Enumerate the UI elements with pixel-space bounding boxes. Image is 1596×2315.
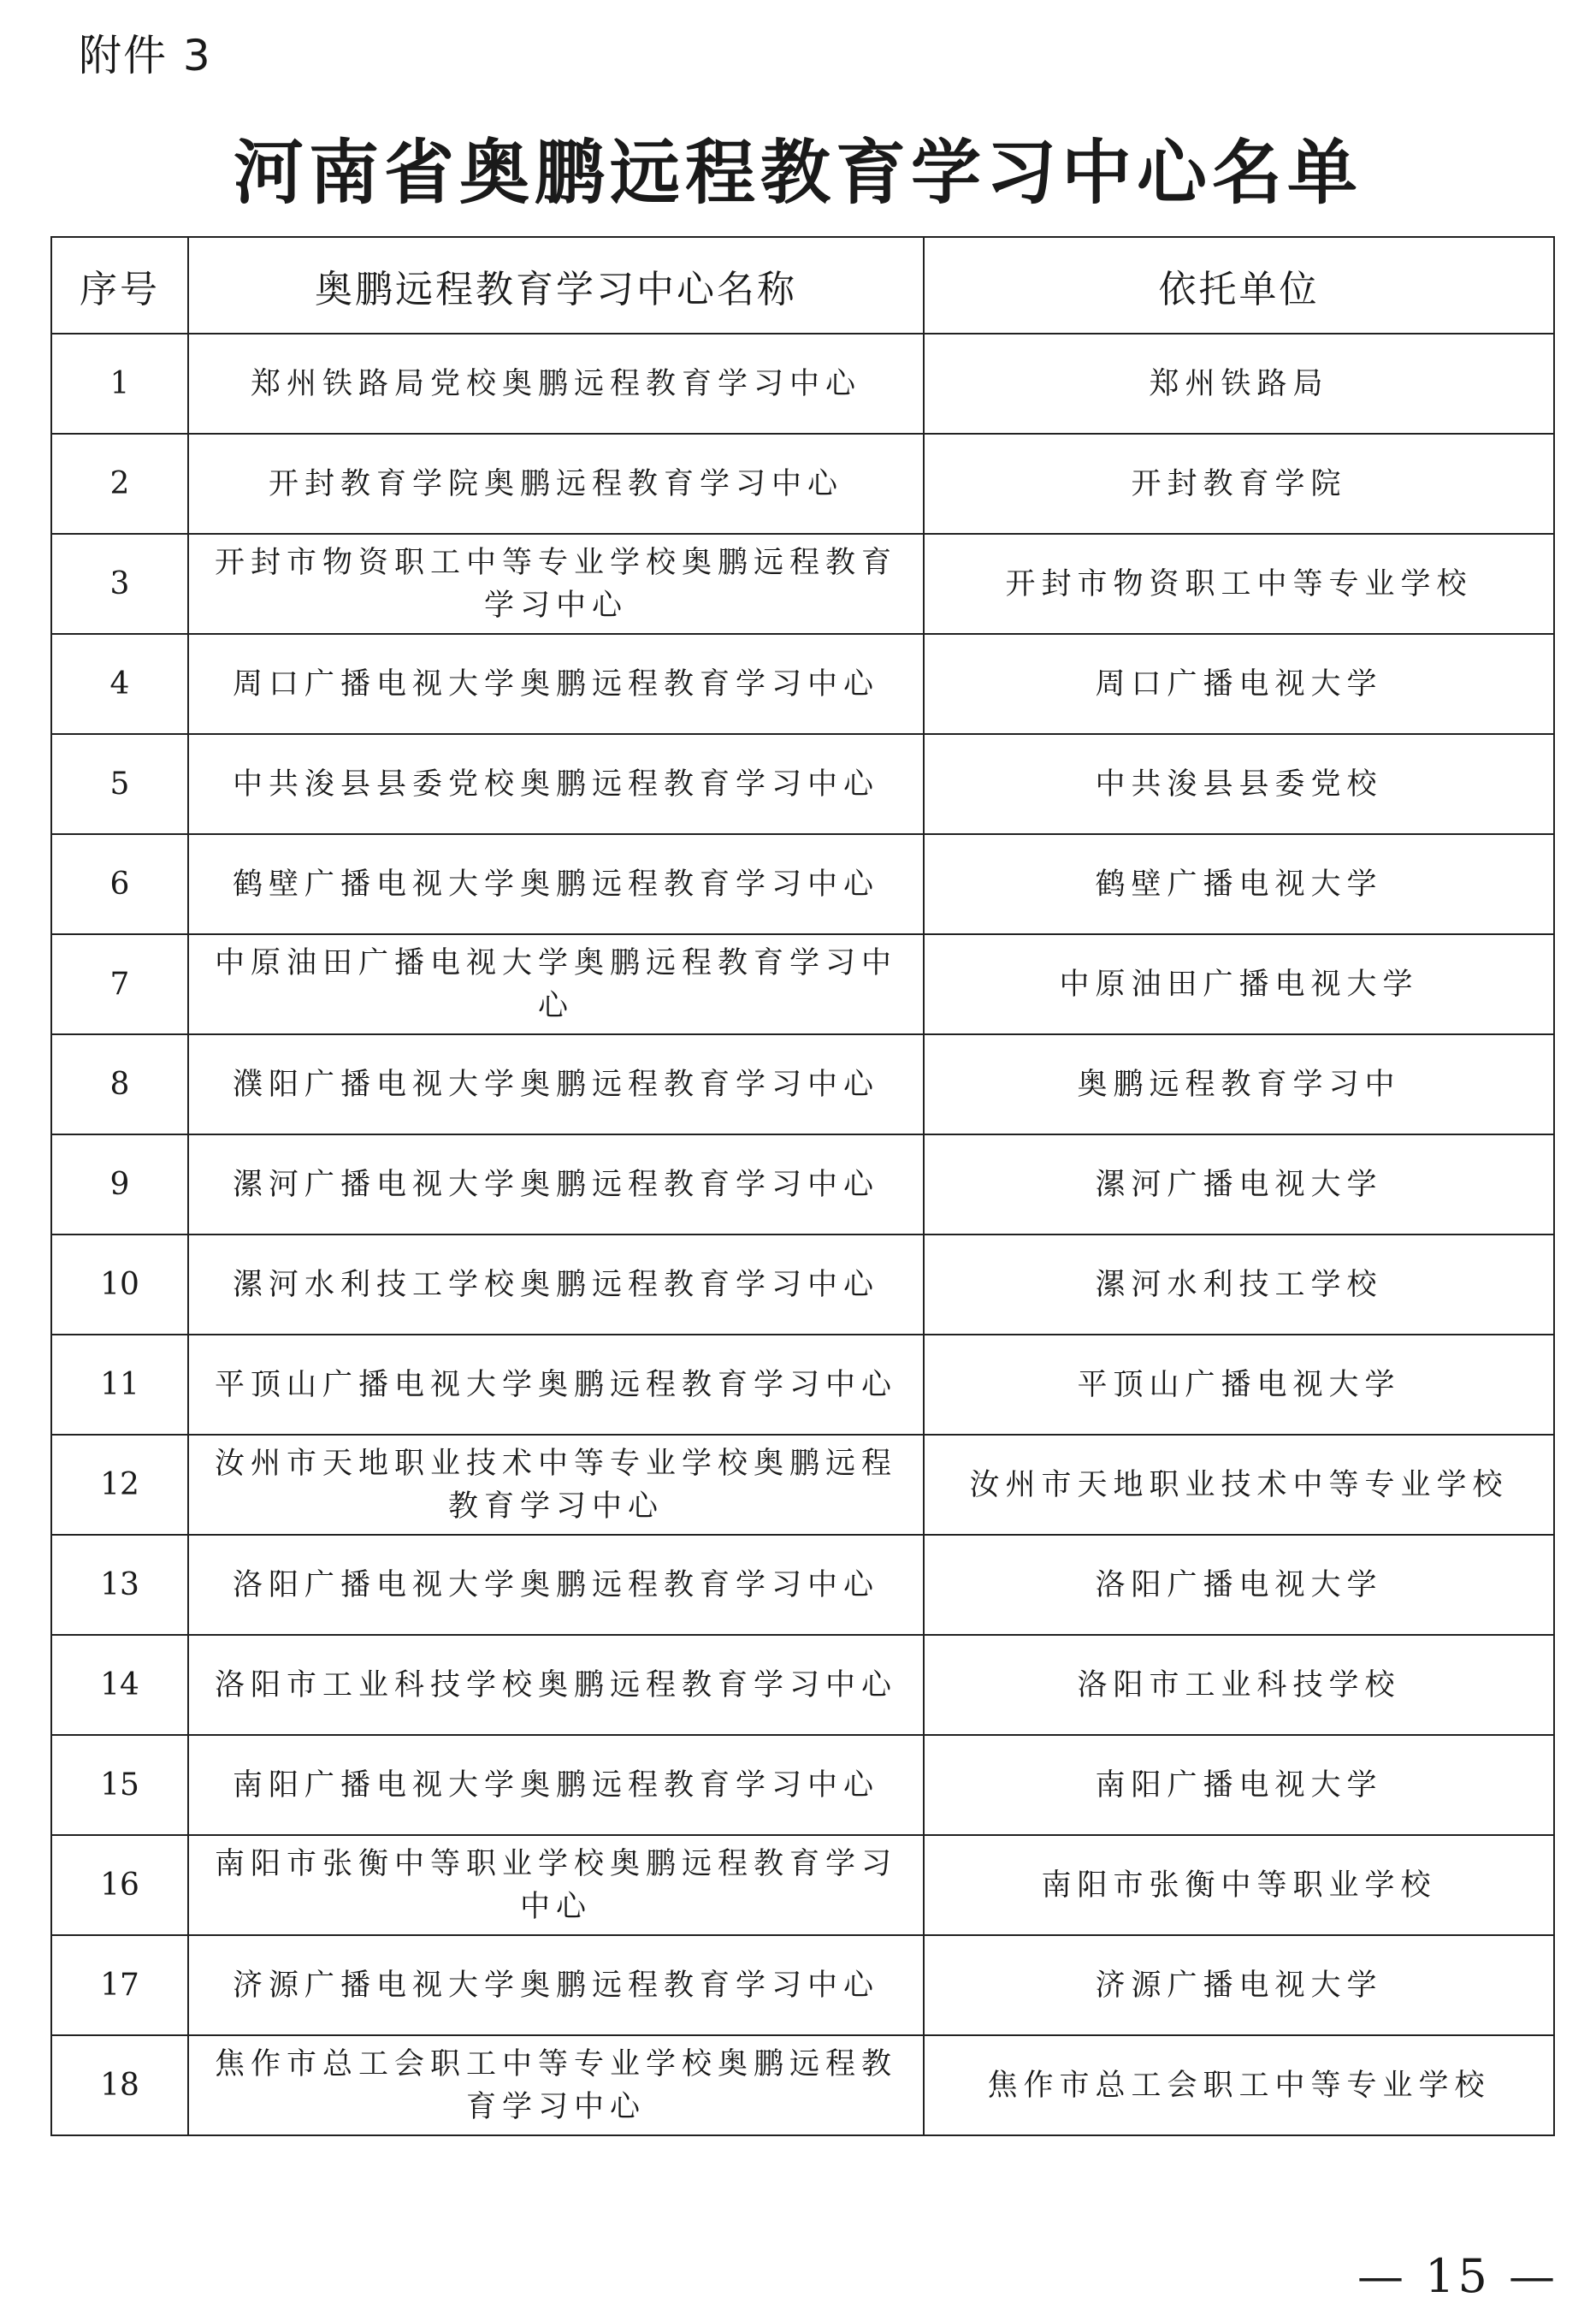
- center-name-cell: 洛阳市工业科技学校奥鹏远程教育学习中心: [188, 1635, 924, 1735]
- center-name-cell: 焦作市总工会职工中等专业学校奥鹏远程教育学习中心: [188, 2035, 924, 2135]
- header-host-unit: 依托单位: [924, 237, 1554, 334]
- table-row: [51, 434, 1554, 534]
- serial-number-cell: 8: [51, 1034, 188, 1134]
- document-title: 河南省奥鹏远程教育学习中心名单: [233, 133, 1363, 214]
- attachment-label: 附件 3: [79, 31, 212, 80]
- serial-number-cell: 14: [51, 1635, 188, 1735]
- table-row: [51, 534, 1554, 634]
- serial-number-cell: 10: [51, 1234, 188, 1335]
- serial-number-cell: 4: [51, 634, 188, 734]
- center-name-cell: 汝州市天地职业技术中等专业学校奥鹏远程教育学习中心: [188, 1435, 924, 1535]
- serial-number-cell: 2: [51, 434, 188, 534]
- host-unit-cell: 济源广播电视大学: [924, 1935, 1554, 2035]
- host-unit-cell: 南阳市张衡中等职业学校: [924, 1835, 1554, 1935]
- header-center-name: 奥鹏远程教育学习中心名称: [188, 237, 924, 334]
- table-body: [51, 334, 1554, 2135]
- center-name-cell: 濮阳广播电视大学奥鹏远程教育学习中心: [188, 1034, 924, 1134]
- host-unit-cell: 平顶山广播电视大学: [924, 1335, 1554, 1435]
- center-name-cell: 南阳市张衡中等职业学校奥鹏远程教育学习中心: [188, 1835, 924, 1935]
- center-name-cell: 开封教育学院奥鹏远程教育学习中心: [188, 434, 924, 534]
- host-unit-cell: 南阳广播电视大学: [924, 1735, 1554, 1835]
- table-row: [51, 1535, 1554, 1635]
- center-name-cell: 周口广播电视大学奥鹏远程教育学习中心: [188, 634, 924, 734]
- table-row: [51, 1134, 1554, 1234]
- serial-number-cell: 18: [51, 2035, 188, 2135]
- host-unit-cell: 开封教育学院: [924, 434, 1554, 534]
- serial-number-cell: 3: [51, 534, 188, 634]
- table-row: [51, 1835, 1554, 1935]
- center-name-cell: 郑州铁路局党校奥鹏远程教育学习中心: [188, 334, 924, 434]
- table-row: [51, 1735, 1554, 1835]
- host-unit-cell: 奥鹏远程教育学习中: [924, 1034, 1554, 1134]
- serial-number-cell: 7: [51, 934, 188, 1034]
- serial-number-cell: 15: [51, 1735, 188, 1835]
- host-unit-cell: 中共浚县县委党校: [924, 734, 1554, 834]
- table-row: [51, 1335, 1554, 1435]
- table-row: [51, 1435, 1554, 1535]
- center-name-cell: 中原油田广播电视大学奥鹏远程教育学习中心: [188, 934, 924, 1034]
- table-row: [51, 1034, 1554, 1134]
- table-row: [51, 334, 1554, 434]
- page-number: — 15 —: [1357, 2249, 1558, 2303]
- host-unit-cell: 焦作市总工会职工中等专业学校: [924, 2035, 1554, 2135]
- table-row: [51, 834, 1554, 934]
- host-unit-cell: 中原油田广播电视大学: [924, 934, 1554, 1034]
- table-row: [51, 1935, 1554, 2035]
- center-name-cell: 漯河广播电视大学奥鹏远程教育学习中心: [188, 1134, 924, 1234]
- header-serial-number: 序号: [51, 237, 188, 334]
- center-name-cell: 平顶山广播电视大学奥鹏远程教育学习中心: [188, 1335, 924, 1435]
- center-name-cell: 洛阳广播电视大学奥鹏远程教育学习中心: [188, 1535, 924, 1635]
- serial-number-cell: 1: [51, 334, 188, 434]
- host-unit-cell: 漯河广播电视大学: [924, 1134, 1554, 1234]
- learning-center-table: [50, 236, 1555, 2136]
- host-unit-cell: 洛阳广播电视大学: [924, 1535, 1554, 1635]
- center-name-cell: 中共浚县县委党校奥鹏远程教育学习中心: [188, 734, 924, 834]
- serial-number-cell: 17: [51, 1935, 188, 2035]
- host-unit-cell: 鹤壁广播电视大学: [924, 834, 1554, 934]
- host-unit-cell: 洛阳市工业科技学校: [924, 1635, 1554, 1735]
- serial-number-cell: 12: [51, 1435, 188, 1535]
- serial-number-cell: 13: [51, 1535, 188, 1635]
- table-row: [51, 734, 1554, 834]
- host-unit-cell: 开封市物资职工中等专业学校: [924, 534, 1554, 634]
- center-name-cell: 鹤壁广播电视大学奥鹏远程教育学习中心: [188, 834, 924, 934]
- table-row: [51, 1635, 1554, 1735]
- serial-number-cell: 9: [51, 1134, 188, 1234]
- host-unit-cell: 漯河水利技工学校: [924, 1234, 1554, 1335]
- center-name-cell: 开封市物资职工中等专业学校奥鹏远程教育学习中心: [188, 534, 924, 634]
- host-unit-cell: 周口广播电视大学: [924, 634, 1554, 734]
- table-row: [51, 2035, 1554, 2135]
- serial-number-cell: 16: [51, 1835, 188, 1935]
- center-name-cell: 济源广播电视大学奥鹏远程教育学习中心: [188, 1935, 924, 2035]
- table-header-row: [51, 237, 1554, 334]
- host-unit-cell: 郑州铁路局: [924, 334, 1554, 434]
- serial-number-cell: 5: [51, 734, 188, 834]
- host-unit-cell: 汝州市天地职业技术中等专业学校: [924, 1435, 1554, 1535]
- center-name-cell: 漯河水利技工学校奥鹏远程教育学习中心: [188, 1234, 924, 1335]
- table-row: [51, 1234, 1554, 1335]
- serial-number-cell: 6: [51, 834, 188, 934]
- serial-number-cell: 11: [51, 1335, 188, 1435]
- center-name-cell: 南阳广播电视大学奥鹏远程教育学习中心: [188, 1735, 924, 1835]
- table-row: [51, 934, 1554, 1034]
- table-row: [51, 634, 1554, 734]
